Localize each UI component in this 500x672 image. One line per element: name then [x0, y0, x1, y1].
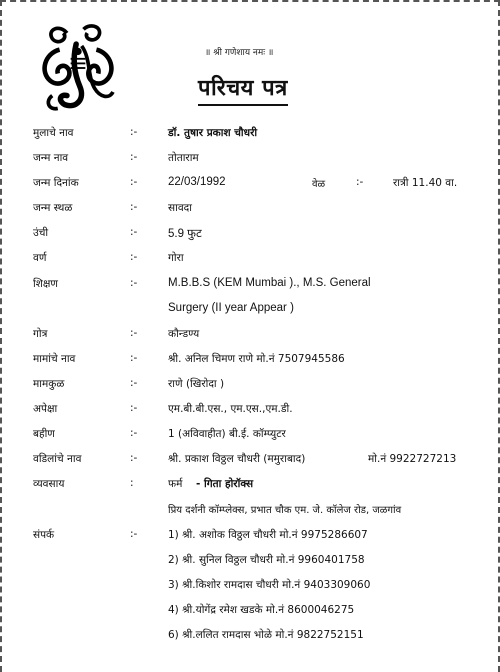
ganesha-logo-icon — [32, 22, 124, 114]
field-separator: :- — [130, 528, 138, 540]
row-maternal-clan — [0, 377, 500, 401]
field-label: गोत्र — [33, 328, 48, 340]
row-sister — [0, 427, 500, 451]
row-birth-place — [0, 201, 500, 225]
dashed-border-top — [0, 0, 500, 2]
field-value: श्री. अनिल चिमण राणे मो.नं 7507945586 — [168, 353, 345, 365]
row-birth-name — [0, 151, 500, 175]
birth-time-label: वेळ — [312, 179, 326, 190]
field-separator: :- — [130, 402, 138, 414]
row-height — [0, 226, 500, 250]
father-mobile: मो.नं 9922727213 — [368, 453, 457, 465]
field-value: 5.9 फुट — [168, 228, 202, 240]
birth-time-value: रात्री 11.40 वा. — [393, 177, 458, 189]
field-separator: :- — [130, 251, 138, 263]
row-gotra — [0, 327, 500, 351]
birth-date-value: 22/03/1992 — [168, 176, 226, 188]
field-separator: :- — [130, 201, 138, 213]
field-label: जन्म दिनांक — [33, 177, 79, 189]
row-birth-date — [0, 176, 500, 200]
field-separator: : — [130, 477, 134, 489]
field-label: मामकुळ — [33, 378, 65, 390]
field-label: मुलाचे नाव — [33, 127, 74, 139]
field-label: वर्ण — [33, 252, 47, 264]
field-separator: :- — [130, 176, 138, 188]
field-label: मामांचे नाव — [33, 353, 76, 365]
field-label: उंची — [33, 227, 49, 239]
field-value: गोरा — [168, 252, 184, 264]
field-separator: :- — [130, 377, 138, 389]
birth-time-separator: :- — [356, 176, 364, 188]
field-label: बहीण — [33, 428, 55, 440]
field-value: कौन्डण्य — [168, 328, 200, 340]
contact-item: 1) श्री. अशोक विठ्ठल चौधरी मो.नं 9975286607 — [168, 529, 368, 541]
field-value: राणे (खिरोदा ) — [168, 378, 225, 390]
field-value: 1 (अविवाहीत) बी.ई. कॉम्प्युटर — [168, 428, 286, 440]
field-separator: :- — [130, 352, 138, 364]
field-label: शिक्षण — [33, 278, 58, 290]
contact-item: 2) श्री. सुनिल विठ्ठल चौधरी मो.नं 9960401758 — [168, 554, 365, 566]
field-label: संपर्क — [33, 529, 55, 541]
contact-item: 6) श्री.ललित रामदास भोळे मो.नं 9822752151 — [168, 629, 364, 641]
field-value: तोताराम — [168, 152, 199, 164]
field-separator: :- — [130, 452, 138, 464]
field-value: सावदा — [168, 202, 192, 214]
row-father-name — [0, 452, 500, 476]
field-value: श्री. प्रकाश विठ्ठल चौधरी (ममुराबाद) — [168, 453, 306, 465]
field-label: अपेक्षा — [33, 403, 58, 415]
contact-item: 3) श्री.किशोर रामदास चौधरी मो.नं 9403309060 — [168, 579, 371, 591]
firm-address: प्रिय दर्शनी कॉम्प्लेक्स, प्रभात चौक एम. जे. कॉलेज रोड, जळगांव — [168, 505, 402, 516]
row-complexion — [0, 251, 500, 275]
field-value: M.B.B.S (KEM Mumbai )., M.S. General — [168, 277, 371, 289]
row-maternal-uncle — [0, 352, 500, 376]
page-title: परिचय पत्र — [198, 72, 288, 106]
field-value: एम.बी.बी.एस., एम.एस.,एम.डी. — [168, 403, 293, 415]
field-value: डॉ. तुषार प्रकाश चौधरी — [168, 127, 258, 139]
field-label: वडिलांचे नाव — [33, 453, 82, 465]
firm-name: - गिता होरॉक्स — [196, 478, 254, 490]
field-separator: :- — [130, 226, 138, 238]
row-groom-name — [0, 126, 500, 150]
row-contacts — [0, 528, 500, 653]
field-separator: :- — [130, 277, 138, 289]
field-separator: :- — [130, 151, 138, 163]
field-separator: :- — [130, 327, 138, 339]
field-label: जन्म स्थळ — [33, 202, 73, 214]
row-expectations — [0, 402, 500, 426]
contact-item: 4) श्री.योगेंद्र रमेश खडके मो.नं 8600046275 — [168, 604, 355, 616]
field-label: जन्म नाव — [33, 152, 69, 164]
field-label: व्यवसाय — [33, 478, 65, 490]
field-value: फर्म — [168, 478, 183, 490]
invocation-text: ॥ श्री गणेशाय नमः ॥ — [205, 48, 274, 58]
field-separator: :- — [130, 427, 138, 439]
field-value-line2: Surgery (II year Appear ) — [168, 302, 294, 314]
field-separator: :- — [130, 126, 138, 138]
row-education — [0, 277, 500, 325]
row-occupation — [0, 477, 500, 525]
